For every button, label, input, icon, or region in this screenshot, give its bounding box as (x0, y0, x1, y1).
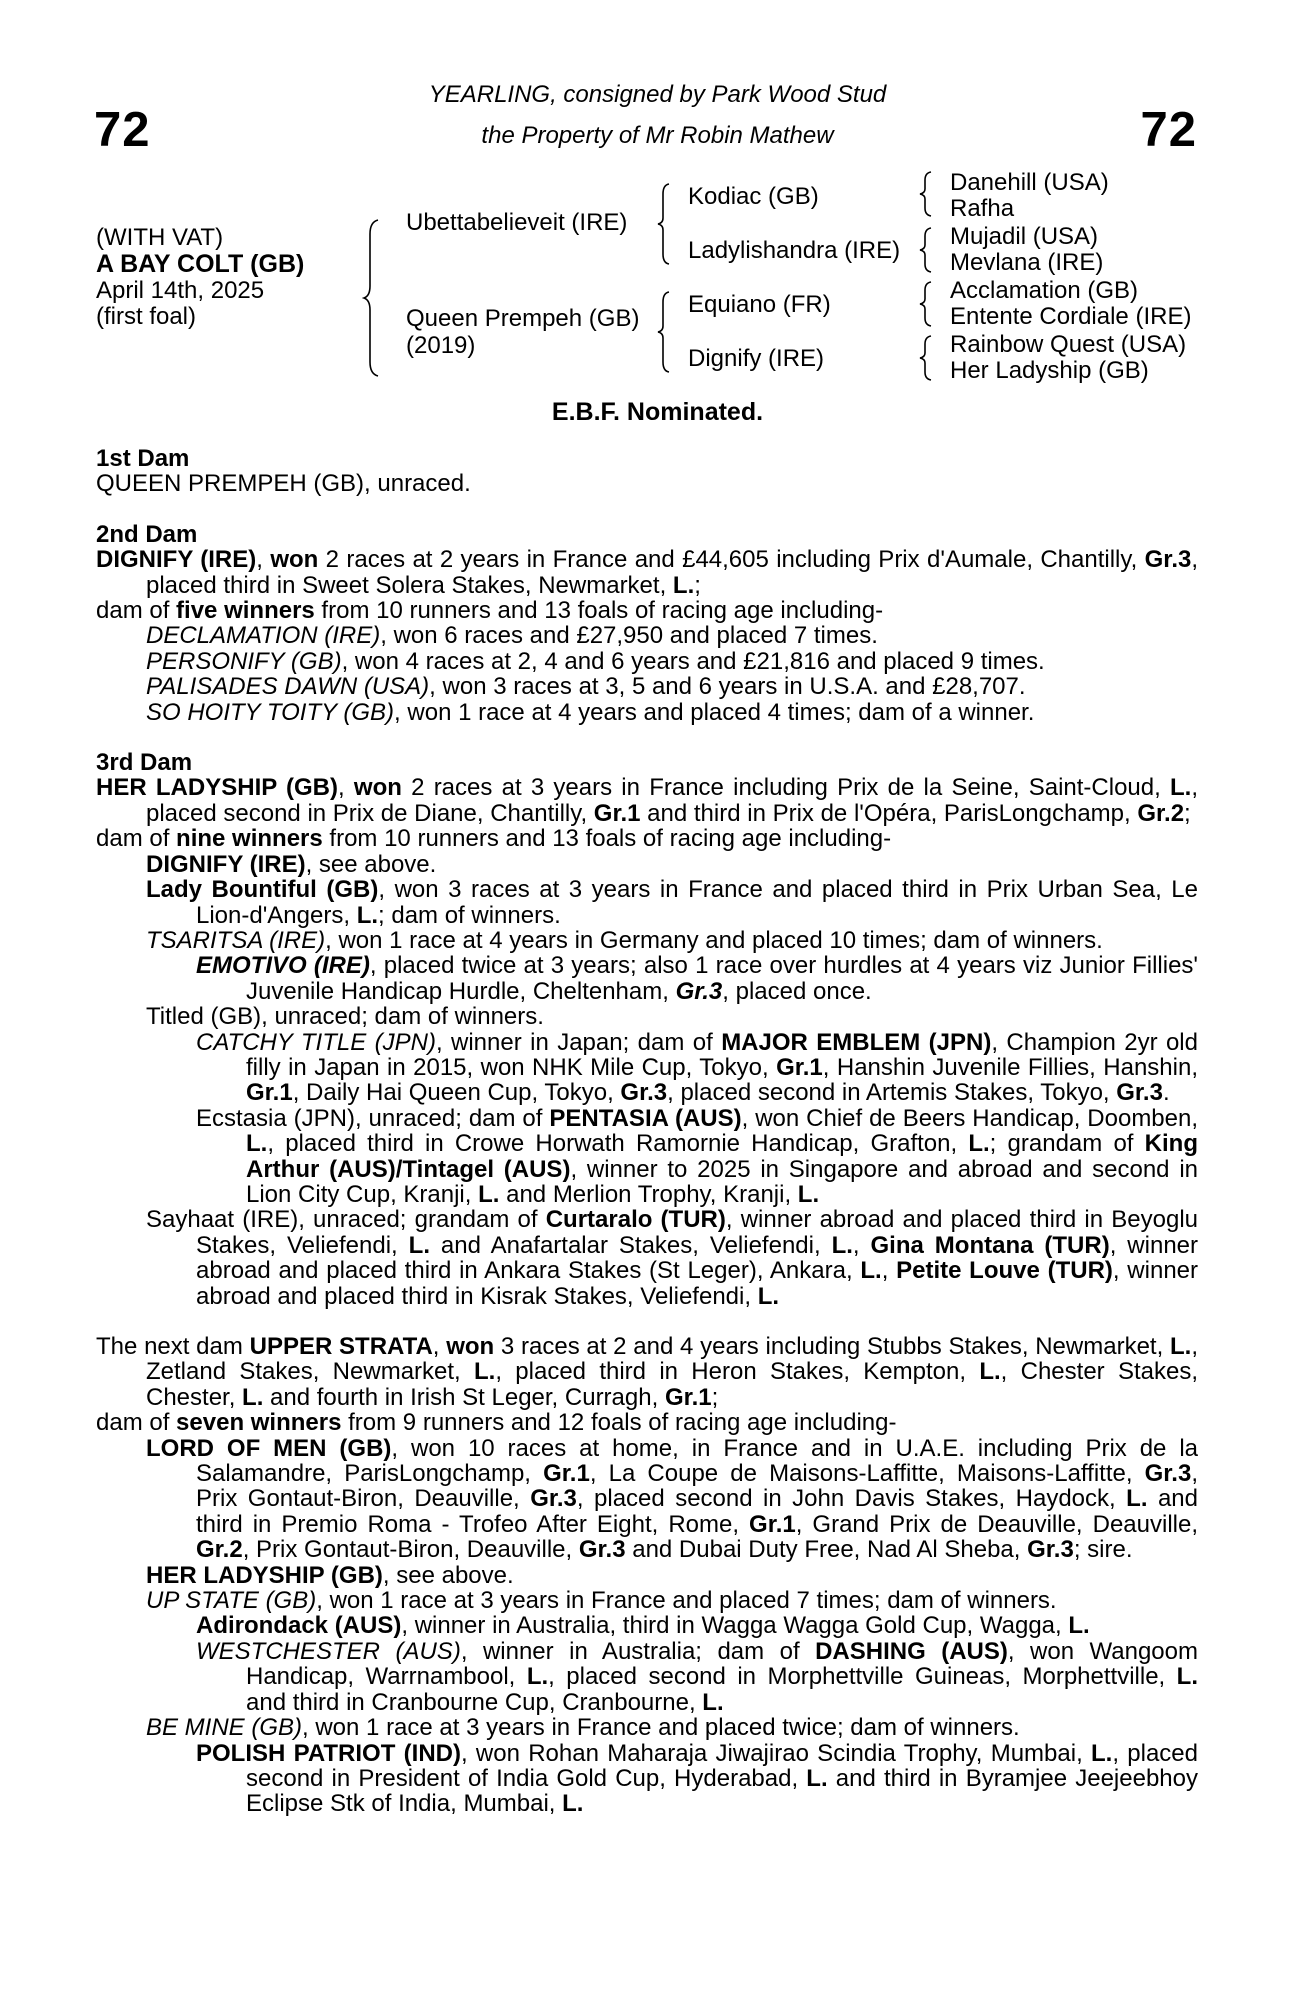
second-dam-produce: dam of five winners from 10 runners and 13 foals of racing age including- (96, 597, 884, 625)
pedigree-brace-ds (918, 280, 934, 328)
third-dam-foal-2: Lady Bountiful (GB), won 3 races at 3 years in France and placed third in Prix Urban Sea, Le Lion-d'Angers, L.; dam of winners. (146, 876, 1198, 929)
second-dam-section (96, 522, 1198, 725)
pedigree-dam-dam: Dignify (IRE) (688, 345, 825, 372)
third-dam-grandfoal-2: CATCHY TITLE (JPN), winner in Japan; dam of MAJOR EMBLEM (JPN), Champion 2yr old filly in Japan in 2015, won NHK Mile Cup, Tokyo, Gr.1, Hanshin Juvenile Fillies, Hanshin, Gr.1, Daily Hai Queen Cup, Tokyo, Gr.3, placed second in Artemis Stakes, Tokyo, Gr.3. (196, 1028, 1198, 1107)
pedigree-sds: Mujadil (USA) (950, 223, 1099, 250)
pedigree-brace-dd (918, 334, 934, 382)
third-dam-foal-3: TSARITSA (IRE), won 1 race at 4 years in Germany and placed 10 times; dam of winners. (146, 926, 1103, 954)
third-dam-foal-4: Titled (GB), unraced; dam of winners. (146, 1003, 544, 1031)
third-dam-section (96, 750, 1198, 1309)
pedigree-brace-main (362, 218, 382, 378)
next-dam-grandfoal-2: WESTCHESTER (AUS), winner in Australia; dam of DASHING (AUS), won Wangoom Handicap, Warrnambool, L., placed second in Morphettville Guineas, Morphettville, L. and third in Cranbourne Cup, Cranbourne, L. (196, 1637, 1198, 1716)
next-dam-grandfoal-3: POLISH PATRIOT (IND), won Rohan Maharaja Jiwajirao Scindia Trophy, Mumbai, L., placed second in President of India Gold Cup, Hyderabad, L. and third in Byramjee Jeejeebhoy Eclipse Stk of India, Mumbai, L. (196, 1739, 1199, 1818)
second-dam-foal-3: PALISADES DAWN (USA), won 3 races at 3, 5 and 6 years in U.S.A. and £28,707. (146, 673, 1026, 701)
third-dam-record: HER LADYSHIP (GB), won 2 races at 3 years in France including Prix de la Seine, Saint-Cloud, L., placed second in Prix de Diane, Chantilly, Gr.1 and third in Prix de l'Opéra, ParisLongchamp, Gr.2; (96, 774, 1199, 827)
first-dam-text: QUEEN PREMPEH (GB), unraced. (96, 470, 471, 498)
lot-number-left: 72 (94, 103, 151, 157)
second-dam-foal-1: DECLAMATION (IRE), won 6 races and £27,950 and placed 7 times. (146, 622, 878, 650)
second-dam-record: DIGNIFY (IRE), won 2 races at 2 years in France and £44,605 including Prix d'Aumale, Chantilly, Gr.3, placed third in Sweet Solera Stakes, Newmarket, L.; (96, 546, 1199, 599)
pedigree-brace-sire (656, 182, 672, 266)
third-dam-produce: dam of nine winners from 10 runners and 13 foals of racing age including- (96, 825, 892, 853)
next-dam-foal-4: BE MINE (GB), won 1 race at 3 years in France and placed twice; dam of winners. (146, 1714, 1020, 1742)
third-dam-grandfoal-1: EMOTIVO (IRE), placed twice at 3 years; also 1 race over hurdles at 4 years viz Junior Fillies' Juvenile Handicap Hurdle, Cheltenham, Gr.3, placed once. (196, 952, 1198, 1005)
lot-number-right: 72 (1140, 103, 1197, 157)
next-dam-foal-3: UP STATE (GB), won 1 race at 3 years in France and placed 7 times; dam of winners. (146, 1587, 1057, 1615)
next-dam-grandfoal-1: Adirondack (AUS), winner in Australia, third in Wagga Wagga Gold Cup, Wagga, L. (196, 1612, 1090, 1640)
pedigree-sss: Danehill (USA) (950, 169, 1109, 196)
next-dam-produce: dam of seven winners from 9 runners and 12 foals of racing age including- (96, 1409, 897, 1437)
next-dam-record: The next dam UPPER STRATA, won 3 races at 2 and 4 years including Stubbs Stakes, Newmarket, L., Zetland Stakes, Newmarket, L., placed third in Heron Stakes, Kempton, L., Chester Stakes, Chester, L. and fourth in Irish St Leger, Curragh, Gr.1; (96, 1333, 1198, 1411)
consignor-line: YEARLING, consigned by Park Wood Stud (428, 81, 887, 108)
next-dam-section (96, 1334, 1198, 1817)
pedigree-sire: Ubettabelieveit (IRE) (406, 209, 628, 236)
first-dam-section (96, 446, 1198, 497)
pedigree-dam-year: (2019) (406, 332, 476, 359)
pedigree-sire-sire: Kodiac (GB) (688, 183, 819, 210)
owner-line: the Property of Mr Robin Mathew (481, 122, 834, 149)
ebf-nominated: E.B.F. Nominated. (551, 398, 764, 426)
second-dam-heading: 2nd Dam (96, 520, 198, 548)
pedigree-dsd: Entente Cordiale (IRE) (950, 303, 1192, 330)
horse-name: A BAY COLT (GB) (96, 250, 305, 278)
pedigree-sire-dam: Ladylishandra (IRE) (688, 237, 901, 264)
third-dam-heading: 3rd Dam (96, 749, 193, 777)
pedigree-brace-sd (918, 226, 934, 274)
catalogue-body (96, 446, 1198, 1817)
second-dam-foal-2: PERSONIFY (GB), won 4 races at 2, 4 and 6 years and £21,816 and placed 9 times. (146, 647, 1045, 675)
pedigree-dds: Rainbow Quest (USA) (950, 331, 1187, 358)
next-dam-foal-2: HER LADYSHIP (GB), see above. (146, 1561, 514, 1589)
first-dam-heading: 1st Dam (96, 445, 190, 472)
next-dam-foal-1: LORD OF MEN (GB), won 10 races at home, in France and in U.A.E. including Prix de la Salamandre, ParisLongchamp, Gr.1, La Coupe de Maisons-Laffitte, Maisons-Laffitte, Gr.3, Prix Gontaut-Biron, Deauville, Gr.3, placed second in John Davis Stakes, Haydock, L. and third in Premio Roma - Trofeo After Eight, Rome, Gr.1, Grand Prix de Deauville, Deauville, Gr.2, Prix Gontaut-Biron, Deauville, Gr.3 and Dubai Duty Free, Nad Al Sheba, Gr.3; sire. (146, 1434, 1198, 1564)
second-dam-foal-4: SO HOITY TOITY (GB), won 1 race at 4 years and placed 4 times; dam of a winner. (146, 698, 1035, 726)
pedigree-brace-ss (918, 170, 934, 218)
pedigree-brace-dam (656, 290, 672, 374)
pedigree-dam-sire: Equiano (FR) (688, 291, 831, 318)
vat-note: (WITH VAT) (96, 224, 224, 251)
third-dam-foal-5: Sayhaat (IRE), unraced; grandam of Curtaralo (TUR), winner abroad and placed third in Beyoglu Stakes, Veliefendi, L. and Anafartalar Stakes, Veliefendi, L., Gina Montana (TUR), winner abroad and placed third in Ankara Stakes (St Leger), Ankara, L., Petite Louve (TUR), winner abroad and placed third in Kisrak Stakes, Veliefendi, L. (146, 1206, 1199, 1310)
pedigree-ddd: Her Ladyship (GB) (950, 357, 1149, 384)
pedigree-dss: Acclamation (GB) (950, 277, 1139, 304)
pedigree-ssd: Rafha (950, 195, 1015, 222)
pedigree-dam: Queen Prempeh (GB) (406, 305, 640, 332)
horse-note: (first foal) (96, 303, 197, 330)
third-dam-foal-1: DIGNIFY (IRE), see above. (146, 850, 437, 878)
pedigree-sdd: Mevlana (IRE) (950, 249, 1104, 276)
horse-dob: April 14th, 2025 (96, 277, 265, 304)
third-dam-grandfoal-3: Ecstasia (JPN), unraced; dam of PENTASIA (AUS), won Chief de Beers Handicap, Doomben, L., placed third in Crowe Horwath Ramornie Handicap, Grafton, L.; grandam of King Arthur (AUS)/Tintagel (AUS), winner to 2025 in Singapore and abroad and second in Lion City Cup, Kranji, L. and Merlion Trophy, Kranji, L. (196, 1104, 1199, 1208)
